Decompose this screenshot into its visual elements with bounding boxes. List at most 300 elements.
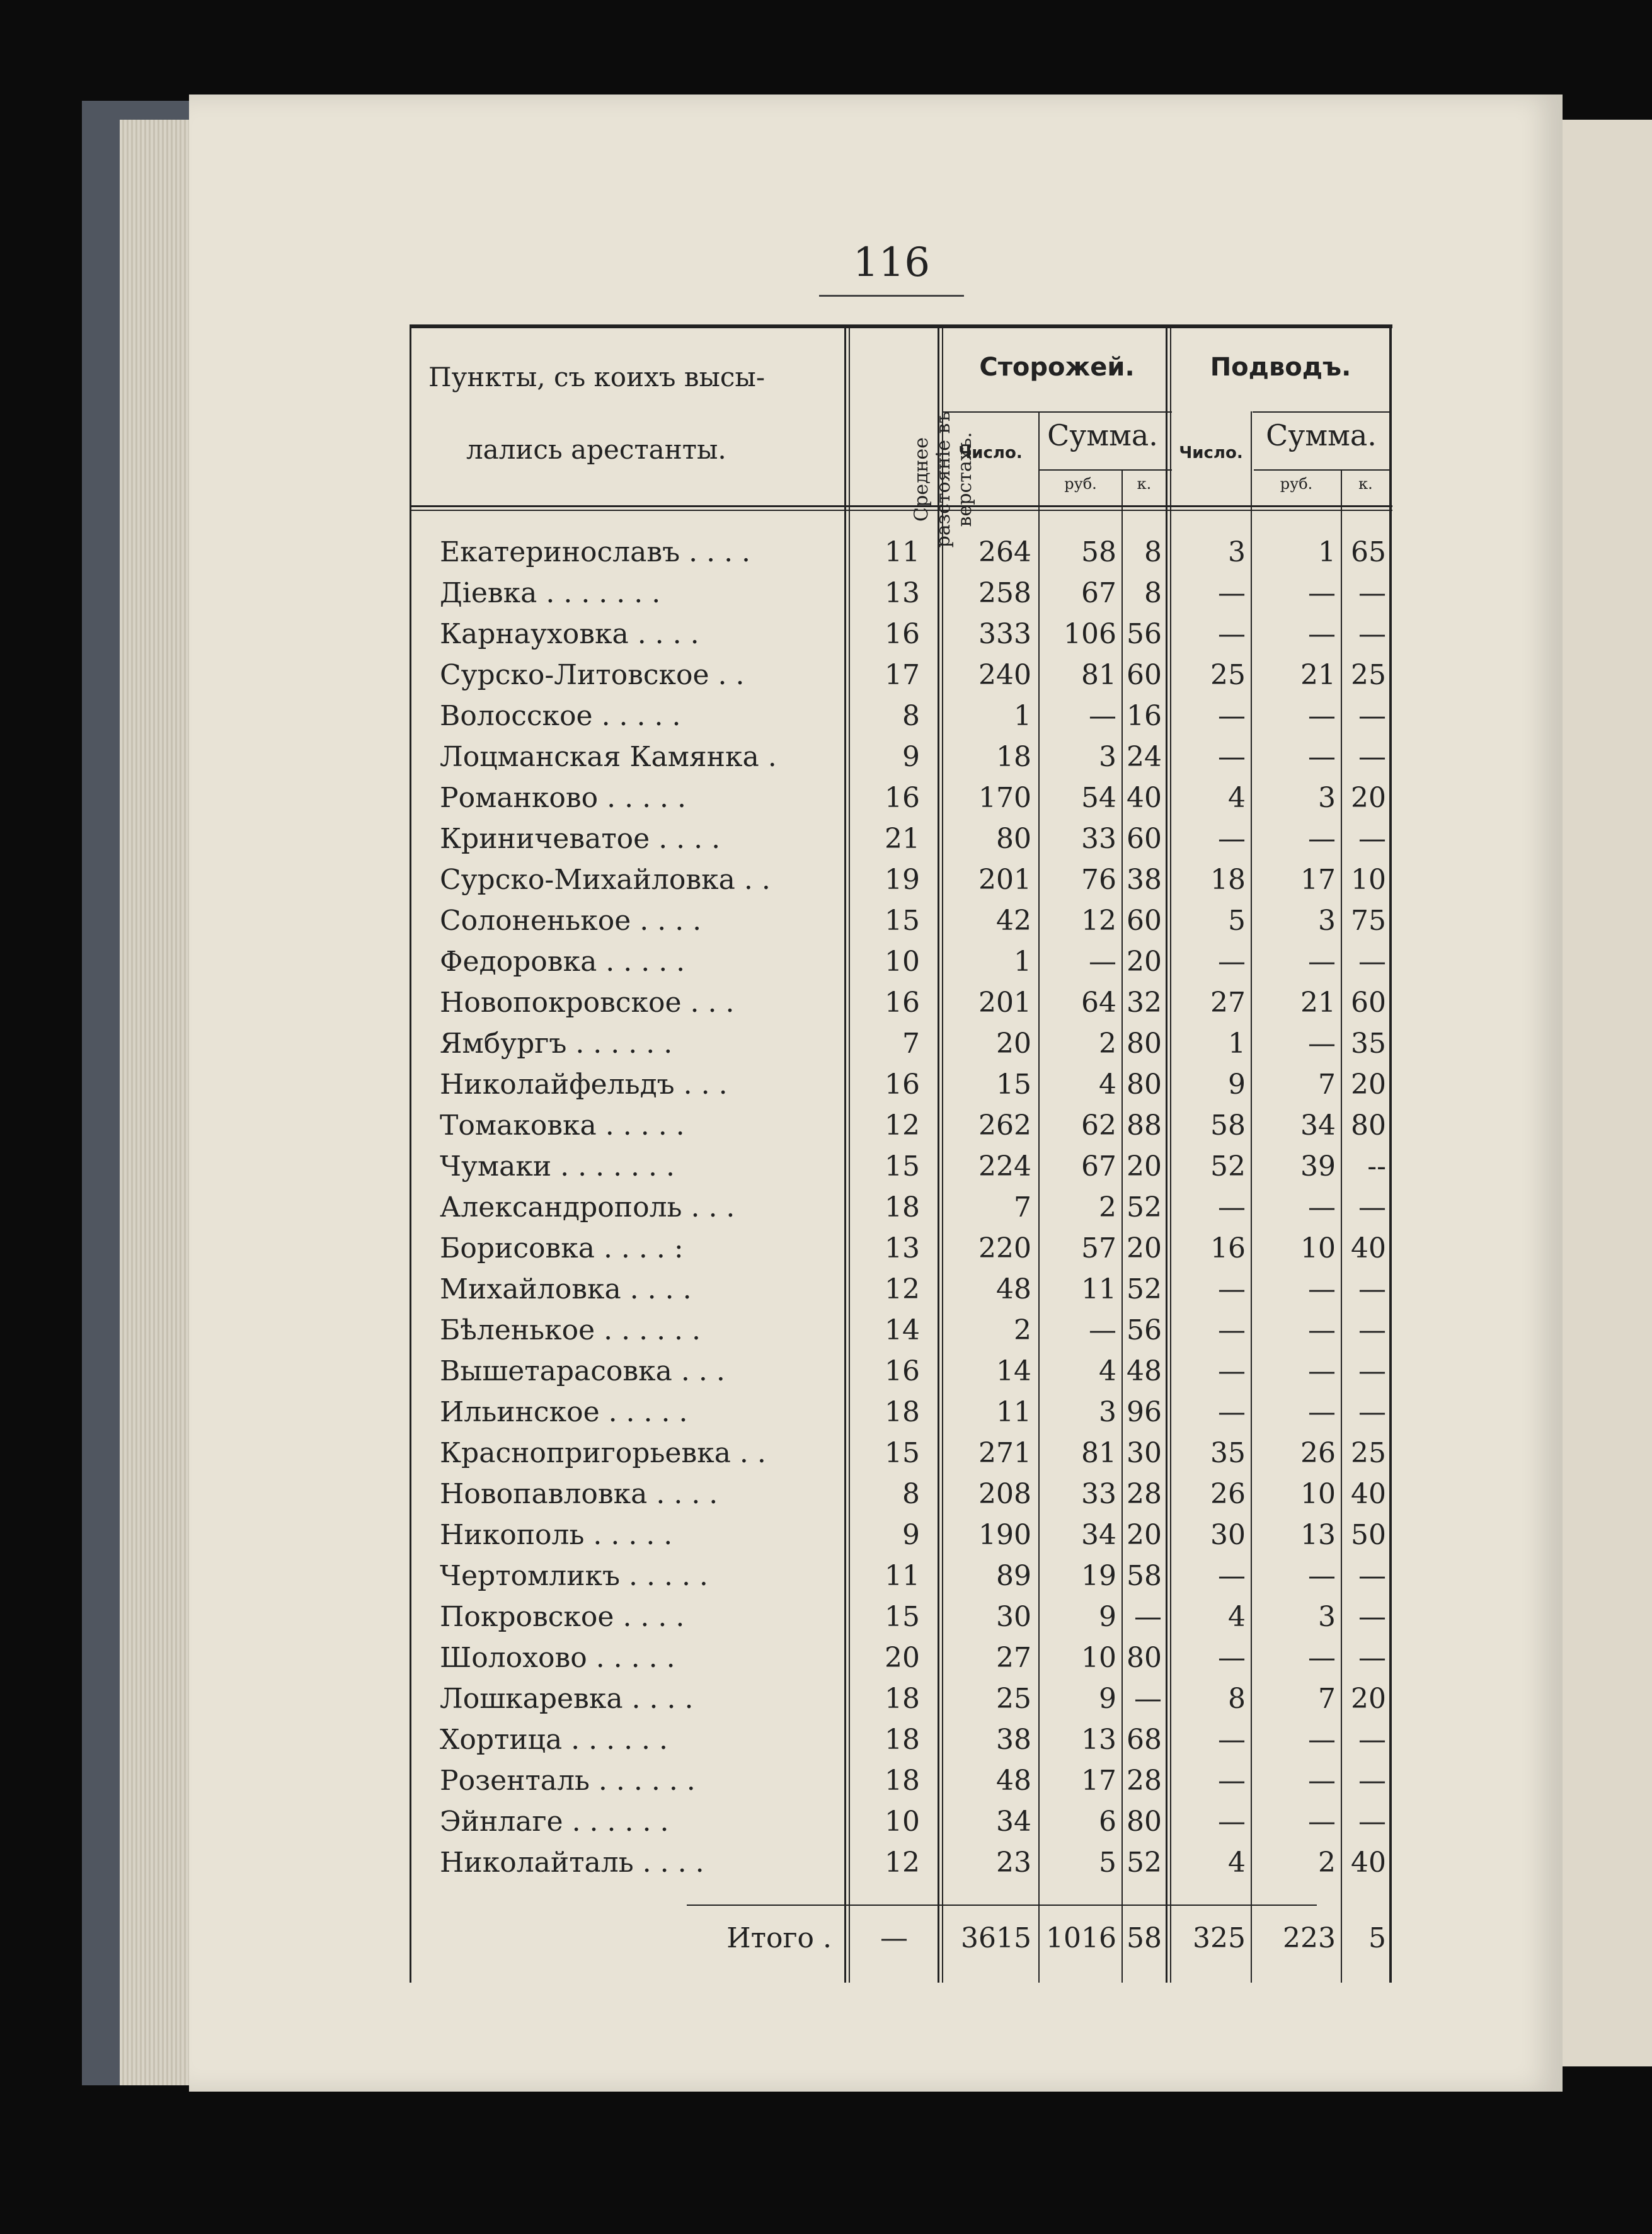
row-distance: 18 (885, 1724, 920, 1756)
row-guards-kop: 80 (1127, 1068, 1162, 1101)
row-guards-count: 42 (996, 905, 1031, 937)
row-name: Эйнлаге . . . . . . (440, 1806, 669, 1838)
row-guards-kop: 20 (1127, 1519, 1162, 1551)
row-name: Екатеринославъ . . . . (440, 536, 751, 568)
row-carts-count: 4 (1228, 782, 1246, 814)
row-guards-count: 15 (996, 1068, 1031, 1101)
row-distance: 7 (902, 1028, 920, 1060)
row-carts-rub: 7 (1318, 1068, 1336, 1101)
row-carts-count: — (1218, 700, 1246, 732)
row-carts-kop: — (1358, 1724, 1386, 1756)
row-carts-count: — (1218, 946, 1246, 978)
row-guards-kop: 80 (1127, 1028, 1162, 1060)
row-distance: 9 (902, 741, 920, 773)
row-guards-count: 201 (978, 864, 1031, 896)
row-distance: 19 (885, 864, 920, 896)
row-guards-kop: 56 (1127, 618, 1162, 650)
row-carts-rub: 1 (1318, 536, 1336, 568)
carts-count-header: Число. (1179, 444, 1243, 462)
row-name: Покровское . . . . (440, 1601, 685, 1633)
row-carts-rub: — (1308, 946, 1336, 978)
row-guards-count: 11 (996, 1396, 1031, 1428)
row-distance: 15 (885, 1150, 920, 1183)
row-distance: 18 (885, 1683, 920, 1715)
table-row (410, 1515, 1392, 1555)
row-distance: 20 (885, 1642, 920, 1674)
row-carts-kop: 25 (1351, 659, 1386, 691)
total-rule (687, 1905, 1317, 1906)
row-guards-rub: 4 (1099, 1355, 1116, 1387)
row-carts-kop: — (1358, 946, 1386, 978)
row-carts-count: 8 (1228, 1683, 1246, 1715)
row-guards-rub: 10 (1081, 1642, 1116, 1674)
row-carts-kop: 35 (1351, 1028, 1386, 1060)
row-guards-rub: 33 (1081, 823, 1116, 855)
row-name: Ильинское . . . . . (440, 1396, 688, 1428)
row-distance: 18 (885, 1191, 920, 1223)
table-row (410, 1720, 1392, 1760)
row-guards-kop: 60 (1127, 659, 1162, 691)
row-distance: 17 (885, 659, 920, 691)
row-carts-kop: 80 (1351, 1109, 1386, 1142)
row-guards-kop: 20 (1127, 946, 1162, 978)
table-row (410, 1474, 1392, 1515)
row-distance: 10 (885, 1806, 920, 1838)
row-carts-count: 26 (1210, 1478, 1246, 1510)
table-row (410, 901, 1392, 941)
table-row (410, 1024, 1392, 1064)
header-bottom-rule (410, 505, 1392, 507)
guards-count-header: Число. (958, 444, 1023, 462)
row-carts-rub: — (1308, 1273, 1336, 1305)
row-carts-count: — (1218, 577, 1246, 609)
row-name: Сурско-Михайловка . . (440, 864, 771, 896)
row-carts-count: — (1218, 1560, 1246, 1592)
row-guards-count: 48 (996, 1765, 1031, 1797)
row-guards-rub: 13 (1081, 1724, 1116, 1756)
row-carts-rub: — (1308, 823, 1336, 855)
row-guards-rub: 19 (1081, 1560, 1116, 1592)
row-guards-kop: — (1134, 1683, 1162, 1715)
row-guards-count: 20 (996, 1028, 1031, 1060)
row-guards-rub: 6 (1099, 1806, 1116, 1838)
row-guards-kop: 68 (1127, 1724, 1162, 1756)
carts-sum-header: Сумма. (1266, 418, 1377, 452)
row-guards-kop: 20 (1127, 1232, 1162, 1264)
row-carts-rub: 7 (1318, 1683, 1336, 1715)
page-number: 116 (852, 239, 931, 286)
row-guards-kop: 56 (1127, 1314, 1162, 1346)
row-guards-rub: 5 (1099, 1847, 1116, 1879)
row-guards-count: 2 (1014, 1314, 1031, 1346)
table-top-rule (410, 324, 1392, 328)
row-carts-kop: — (1358, 1642, 1386, 1674)
table-row (410, 1188, 1392, 1228)
table-row (410, 573, 1392, 614)
row-name: Романково . . . . . (440, 782, 686, 814)
row-distance: 16 (885, 1355, 920, 1387)
row-guards-kop: 40 (1127, 782, 1162, 814)
row-name: Борисовка . . . . : (440, 1232, 684, 1264)
table-row (410, 614, 1392, 655)
row-guards-rub: 58 (1081, 536, 1116, 568)
total-row (410, 1918, 1392, 1962)
row-distance: 14 (885, 1314, 920, 1346)
carts-sum-rule (1254, 469, 1391, 471)
row-carts-count: 25 (1210, 659, 1246, 691)
row-guards-rub: 2 (1099, 1191, 1116, 1223)
row-guards-count: 271 (978, 1437, 1031, 1469)
row-carts-kop: — (1358, 1601, 1386, 1633)
table-row (410, 1433, 1392, 1474)
row-carts-rub: 17 (1300, 864, 1336, 896)
row-distance: 16 (885, 618, 920, 650)
row-guards-count: 7 (1014, 1191, 1031, 1223)
table-row (410, 1597, 1392, 1637)
row-name: Солоненькое . . . . (440, 905, 702, 937)
table-row (410, 1269, 1392, 1310)
row-guards-kop: 32 (1127, 987, 1162, 1019)
points-header-line1: Пункты, съ коихъ высы- (428, 362, 766, 392)
row-name: Томаковка . . . . . (440, 1109, 685, 1142)
row-carts-count: — (1218, 1273, 1246, 1305)
row-guards-kop: — (1134, 1601, 1162, 1633)
row-guards-kop: 88 (1127, 1109, 1162, 1142)
total-guards-kop: 58 (1127, 1922, 1162, 1954)
row-guards-rub: 17 (1081, 1765, 1116, 1797)
row-carts-count: — (1218, 1355, 1246, 1387)
guards-sum-header: Сумма. (1047, 418, 1158, 452)
row-name: Михайловка . . . . (440, 1273, 692, 1305)
row-guards-rub: 106 (1064, 618, 1116, 650)
table-row (410, 1351, 1392, 1392)
row-distance: 13 (885, 1232, 920, 1264)
row-carts-rub: 13 (1300, 1519, 1336, 1551)
row-guards-count: 25 (996, 1683, 1031, 1715)
row-carts-count: 9 (1228, 1068, 1246, 1101)
row-carts-rub: 21 (1300, 987, 1336, 1019)
row-guards-rub: 9 (1099, 1683, 1116, 1715)
row-carts-kop: — (1358, 1560, 1386, 1592)
table-row (410, 860, 1392, 900)
row-distance: 16 (885, 1068, 920, 1101)
table-row (410, 942, 1392, 982)
guards-sum-rule (1040, 469, 1172, 471)
row-guards-count: 170 (978, 782, 1031, 814)
row-name: Бѣленькое . . . . . . (440, 1314, 701, 1346)
points-header-line2: лались арестанты. (466, 434, 726, 465)
row-guards-kop: 80 (1127, 1806, 1162, 1838)
row-guards-rub: 34 (1081, 1519, 1116, 1551)
row-guards-rub: 57 (1081, 1232, 1116, 1264)
row-guards-count: 34 (996, 1806, 1031, 1838)
row-carts-count: 1 (1228, 1028, 1246, 1060)
row-carts-rub: 26 (1300, 1437, 1336, 1469)
avg-distance-header: Среднее разстояніе въ верстахъ. (910, 411, 976, 548)
carts-kop-header: к. (1358, 475, 1373, 493)
table-row (410, 1310, 1392, 1351)
row-guards-rub: 81 (1081, 659, 1116, 691)
row-carts-rub: 39 (1300, 1150, 1336, 1183)
row-guards-rub: 3 (1099, 741, 1116, 773)
row-carts-count: 18 (1210, 864, 1246, 896)
row-carts-rub: 3 (1318, 905, 1336, 937)
row-carts-kop: — (1358, 741, 1386, 773)
row-name: Чертомликъ . . . . . (440, 1560, 708, 1592)
row-name: Лоцманская Камянка . (440, 741, 777, 773)
row-carts-kop: — (1358, 1765, 1386, 1797)
row-guards-rub: 3 (1099, 1396, 1116, 1428)
header-bottom-rule-2 (410, 510, 1392, 511)
row-carts-rub: — (1308, 700, 1336, 732)
row-distance: 21 (885, 823, 920, 855)
row-carts-count: — (1218, 1642, 1246, 1674)
row-guards-kop: 52 (1127, 1191, 1162, 1223)
row-carts-kop: — (1358, 1355, 1386, 1387)
row-name: Волосское . . . . . (440, 700, 681, 732)
row-carts-count: — (1218, 1314, 1246, 1346)
row-carts-rub: 21 (1300, 659, 1336, 691)
carts-subheader-rule (1253, 411, 1391, 413)
row-carts-rub: 2 (1318, 1847, 1336, 1879)
table-row (410, 1229, 1392, 1269)
row-distance: 16 (885, 987, 920, 1019)
row-carts-count: — (1218, 1806, 1246, 1838)
row-distance: 15 (885, 1437, 920, 1469)
row-guards-count: 333 (978, 618, 1031, 650)
row-carts-rub: — (1308, 1765, 1336, 1797)
row-distance: 11 (885, 1560, 920, 1592)
row-carts-count: — (1218, 1765, 1246, 1797)
row-carts-kop: — (1358, 1806, 1386, 1838)
row-carts-rub: — (1308, 618, 1336, 650)
row-guards-kop: 48 (1127, 1355, 1162, 1387)
table-row (410, 1679, 1392, 1719)
row-distance: 15 (885, 905, 920, 937)
row-guards-kop: 30 (1127, 1437, 1162, 1469)
table-row (410, 1556, 1392, 1596)
row-guards-count: 30 (996, 1601, 1031, 1633)
row-carts-rub: — (1308, 1560, 1336, 1592)
row-name: Никополь . . . . . (440, 1519, 673, 1551)
row-distance: 18 (885, 1765, 920, 1797)
row-carts-rub: — (1308, 1314, 1336, 1346)
row-guards-rub: 4 (1099, 1068, 1116, 1101)
row-guards-count: 18 (996, 741, 1031, 773)
row-carts-count: — (1218, 1724, 1246, 1756)
total-guards-count: 3615 (961, 1922, 1031, 1954)
row-guards-kop: 20 (1127, 1150, 1162, 1183)
total-carts-kop: 5 (1368, 1922, 1386, 1954)
row-carts-kop: 25 (1351, 1437, 1386, 1469)
row-guards-rub: 67 (1081, 577, 1116, 609)
row-distance: 12 (885, 1273, 920, 1305)
row-distance: 8 (902, 1478, 920, 1510)
row-carts-count: 58 (1210, 1109, 1246, 1142)
row-carts-kop: 65 (1351, 536, 1386, 568)
row-name: Чумаки . . . . . . . (440, 1150, 675, 1183)
row-guards-rub: 81 (1081, 1437, 1116, 1469)
row-guards-rub: 9 (1099, 1601, 1116, 1633)
row-guards-count: 220 (978, 1232, 1031, 1264)
row-name: Федоровка . . . . . (440, 946, 685, 978)
row-carts-count: 30 (1210, 1519, 1246, 1551)
row-carts-count: 4 (1228, 1601, 1246, 1633)
row-guards-count: 23 (996, 1847, 1031, 1879)
row-guards-rub: — (1089, 700, 1116, 732)
table-row (410, 983, 1392, 1023)
row-distance: 11 (885, 536, 920, 568)
row-distance: 12 (885, 1847, 920, 1879)
row-guards-count: 224 (978, 1150, 1031, 1183)
row-carts-count: 35 (1210, 1437, 1246, 1469)
row-carts-rub: — (1308, 741, 1336, 773)
row-carts-rub: — (1308, 1806, 1336, 1838)
row-guards-rub: 54 (1081, 782, 1116, 814)
row-carts-kop: — (1358, 577, 1386, 609)
row-guards-kop: 80 (1127, 1642, 1162, 1674)
table-row (410, 532, 1392, 573)
row-guards-count: 27 (996, 1642, 1031, 1674)
row-guards-count: 1 (1014, 946, 1031, 978)
table-row (410, 819, 1392, 859)
total-label: Итого . (726, 1922, 832, 1954)
row-guards-kop: 24 (1127, 741, 1162, 773)
row-guards-rub: 62 (1081, 1109, 1116, 1142)
table-row (410, 778, 1392, 818)
row-guards-count: 48 (996, 1273, 1031, 1305)
row-name: Розенталь . . . . . . (440, 1765, 696, 1797)
row-name: Лошкаревка . . . . (440, 1683, 694, 1715)
total-carts-count: 325 (1193, 1922, 1246, 1954)
table-row (410, 696, 1392, 736)
table-row (410, 1843, 1392, 1883)
row-carts-kop: -- (1367, 1150, 1386, 1183)
row-carts-kop: 20 (1351, 1683, 1386, 1715)
row-carts-count: — (1218, 741, 1246, 773)
row-carts-kop: — (1358, 1273, 1386, 1305)
row-carts-count: 52 (1210, 1150, 1246, 1183)
row-carts-kop: — (1358, 700, 1386, 732)
row-name: Николайталь . . . . (440, 1847, 704, 1879)
row-guards-count: 38 (996, 1724, 1031, 1756)
row-guards-count: 201 (978, 987, 1031, 1019)
guards-kop-header: к. (1137, 475, 1152, 493)
row-distance: 13 (885, 577, 920, 609)
table-row (410, 1147, 1392, 1187)
row-carts-count: 5 (1228, 905, 1246, 937)
row-name: Ямбургъ . . . . . . (440, 1028, 673, 1060)
row-guards-kop: 8 (1144, 577, 1162, 609)
row-carts-kop: 40 (1351, 1232, 1386, 1264)
row-distance: 18 (885, 1396, 920, 1428)
row-guards-rub: 11 (1081, 1273, 1116, 1305)
row-carts-kop: 40 (1351, 1847, 1386, 1879)
row-carts-kop: 20 (1351, 782, 1386, 814)
table-row (410, 1638, 1392, 1678)
row-guards-kop: 16 (1127, 700, 1162, 732)
row-name: Вышетарасовка . . . (440, 1355, 725, 1387)
row-name: Шолохово . . . . . (440, 1642, 675, 1674)
guards-header: Сторожей. (979, 353, 1135, 382)
table-row (410, 1065, 1392, 1105)
row-carts-count: — (1218, 1396, 1246, 1428)
row-guards-rub: 33 (1081, 1478, 1116, 1510)
row-carts-kop: — (1358, 1191, 1386, 1223)
row-guards-count: 14 (996, 1355, 1031, 1387)
row-carts-kop: 40 (1351, 1478, 1386, 1510)
guards-subheader-rule (942, 411, 1172, 413)
carts-rub-header: руб. (1280, 475, 1313, 493)
row-distance: 16 (885, 782, 920, 814)
row-name: Николайфельдъ . . . (440, 1068, 728, 1101)
total-dist: — (880, 1922, 908, 1954)
carts-header: Подводъ. (1210, 353, 1351, 382)
row-guards-kop: 60 (1127, 823, 1162, 855)
row-guards-kop: 8 (1144, 536, 1162, 568)
page-number-rule (819, 295, 964, 297)
row-guards-count: 258 (978, 577, 1031, 609)
row-carts-kop: 75 (1351, 905, 1386, 937)
row-carts-kop: 20 (1351, 1068, 1386, 1101)
row-name: Криничеватое . . . . (440, 823, 721, 855)
row-carts-kop: 60 (1351, 987, 1386, 1019)
table-row (410, 1106, 1392, 1146)
row-carts-count: 27 (1210, 987, 1246, 1019)
row-name: Карнауховка . . . . (440, 618, 699, 650)
row-carts-rub: — (1308, 1028, 1336, 1060)
row-guards-kop: 52 (1127, 1847, 1162, 1879)
row-guards-rub: — (1089, 1314, 1116, 1346)
row-carts-kop: — (1358, 823, 1386, 855)
row-name: Діевка . . . . . . . (440, 577, 661, 609)
row-distance: 8 (902, 700, 920, 732)
row-carts-kop: 10 (1351, 864, 1386, 896)
row-carts-rub: 10 (1300, 1232, 1336, 1264)
row-carts-rub: — (1308, 1724, 1336, 1756)
row-name: Краснопригорьевка . . (440, 1437, 766, 1469)
table-row (410, 655, 1392, 696)
row-carts-count: 3 (1228, 536, 1246, 568)
table-row (410, 1761, 1392, 1801)
row-distance: 10 (885, 946, 920, 978)
row-guards-count: 262 (978, 1109, 1031, 1142)
row-distance: 15 (885, 1601, 920, 1633)
table-row (410, 737, 1392, 777)
table-row (410, 1802, 1392, 1842)
row-name: Новопокровское . . . (440, 987, 735, 1019)
row-guards-count: 1 (1014, 700, 1031, 732)
row-carts-count: — (1218, 1191, 1246, 1223)
row-carts-rub: 34 (1300, 1109, 1336, 1142)
row-guards-rub: 67 (1081, 1150, 1116, 1183)
row-carts-count: 16 (1210, 1232, 1246, 1264)
row-name: Александрополь . . . (440, 1191, 735, 1223)
row-carts-rub: — (1308, 577, 1336, 609)
row-distance: 9 (902, 1519, 920, 1551)
row-carts-kop: — (1358, 1396, 1386, 1428)
row-carts-count: — (1218, 823, 1246, 855)
row-guards-count: 240 (978, 659, 1031, 691)
row-guards-kop: 58 (1127, 1560, 1162, 1592)
row-carts-count: — (1218, 618, 1246, 650)
row-carts-kop: 50 (1351, 1519, 1386, 1551)
row-distance: 12 (885, 1109, 920, 1142)
row-name: Новопавловка . . . . (440, 1478, 718, 1510)
row-carts-kop: — (1358, 1314, 1386, 1346)
row-guards-count: 264 (978, 536, 1031, 568)
row-guards-kop: 96 (1127, 1396, 1162, 1428)
